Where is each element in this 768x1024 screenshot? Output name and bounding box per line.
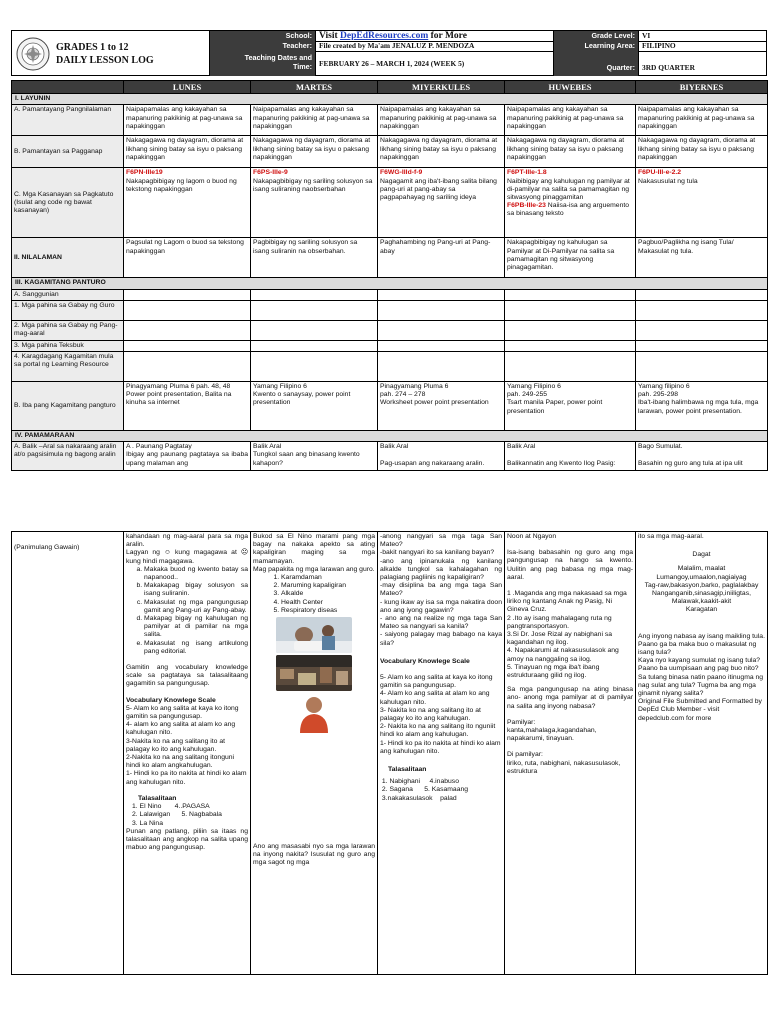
cell-martes — [251, 168, 378, 238]
competency-code: F6PU-III-e-2.2 — [638, 169, 682, 177]
school-label: School: — [210, 31, 315, 41]
row-pamantayang-pangnilalaman — [12, 105, 768, 136]
huwebes-question-text: Sa mga pangungusap na ating binasa ano- anong mga pamilyar at di pamilyar na salita ang inyong nabasa? — [507, 686, 633, 710]
cell-biyernes: Nakagagawa ng dayagram, diorama at likhang sining batay sa isyu o paksang napakinggan — [636, 136, 768, 168]
cell-miyerkules: Pinagyamang Pluma 6 pah. 274 – 278 Worksheet power point presentation — [378, 382, 505, 431]
cell-biyernes — [636, 532, 768, 975]
dates-label-line-1: Teaching Dates and — [244, 53, 312, 62]
cell-miyerkules — [378, 532, 505, 975]
cell-miyerkules — [378, 340, 505, 351]
cell-miyerkules: Paghahambing ng Pang-uri at Pang-abay — [378, 238, 505, 278]
row-nilalaman — [12, 238, 768, 278]
cell-miyerkules — [378, 320, 505, 340]
header-title — [56, 41, 154, 67]
header-grade-box — [554, 30, 767, 76]
header-school-box — [210, 30, 554, 76]
cell-martes — [251, 289, 378, 300]
list-item: a. Makaka buod ng kwento batay sa napanood.. — [144, 566, 248, 582]
cell-martes — [251, 300, 378, 320]
cell-huwebes — [505, 340, 636, 351]
corner-cell — [12, 81, 124, 94]
row-label: A. Pamantayang Pangnilalaman — [12, 105, 124, 136]
competency-code: F6PS-IIIe-9 — [253, 169, 288, 177]
poem-title: Dagat — [692, 551, 711, 559]
health-official-photo — [294, 693, 334, 733]
competency-code: F6PT-IIIe-1.8 — [507, 169, 547, 177]
section-title: IV. PAMAMARAAN — [12, 431, 768, 442]
competency-extra-text: Naiisa-isa ang arguemento sa binasang teksto — [507, 202, 630, 218]
list-item: 4. Health Center — [281, 599, 375, 607]
day-header-biyernes: BIYERNES — [636, 81, 768, 94]
row-label: (Panimulang Gawain) — [12, 532, 124, 975]
cell-miyerkules: Naipapamalas ang kakayahan sa mapanuring pakikinig at pag-unawa sa napakinggan — [378, 105, 505, 136]
cell-lunes — [124, 532, 251, 975]
row-label: II. NILALAMAN — [12, 238, 124, 278]
row-label: 3. Mga pahina Teksbuk — [12, 340, 124, 351]
vocab-scale-title: Vocabulary Knowlege Scale — [126, 696, 216, 704]
biyernes-intro: ito sa mga mag-aaral. — [638, 533, 704, 540]
cell-martes: Yamang Filipino 6 Kwento o sanaysay, power point presentation — [251, 382, 378, 431]
miyerkules-questions: -anong nangyari sa mga taga San Mateo? -bakit nangyari ito sa kanilang bayan? -ano ang ipinanukala ng kanilang alkalde tungkol sa kahalagahan ng palagiang pagliinis ng kapaligiran? -may disiplina ba ang mga taga San Mateo? - kung ikaw ay isa sa mga nakatira doon ano ang iyong gagawin? - ano ang na realize ng mga taga San Mateo sa nangyari sa kanila? - saiyong palagay mag babago na kaya sila? — [380, 533, 502, 647]
huwebes-instruction: Isa-isang babasahin ng guro ang mga pangungusap na hango sa kwento. Uulitin ang pag babasa ng mga mag-aaral. — [507, 549, 633, 581]
martes-question: Ano ang masasabi nyo sa mga larawan na inyong nakita? Isusulat ng guro ang mga sagot ng mga — [253, 843, 375, 867]
cell-biyernes — [636, 320, 768, 340]
list-item: 5. Respiratory diseas — [281, 607, 375, 615]
vocab-scale: 5- Alam ko ang salita at kaya ko itong gamitin sa pangungusap. 4- Alam ko ang salita at alam ko ang kahulugan nito. 3- Nakita ko na ang salitang ito at palagay ko ito ang kahulugan. 2- Nakita ko na ang salitang ito nguniit hindi ko alam ang kahulugan. 1- Hindi ko pa ito nakita at hindi ko alam ang kahulugan nito. — [380, 674, 501, 755]
cell-lunes — [124, 352, 251, 382]
row-label: B. Pamantayan sa Pagganap — [12, 136, 124, 168]
competency-code: F6WG-IIId-f-9 — [380, 169, 423, 177]
huwebes-pamilyar: Pamilyar: kanta,mahalaga,kagandahan, napakarumi, tinayuan. — [507, 718, 597, 743]
day-header-martes: MARTES — [251, 81, 378, 94]
dll-table-page-1 — [11, 80, 768, 471]
dll-table-page-2 — [11, 531, 768, 975]
cell-lunes: Pinagyamang Pluma 6 pah. 48, 48 Power point presentation, Balita na kinuha sa internet — [124, 382, 251, 431]
quarter-label: Quarter: — [554, 51, 638, 76]
title-line-1: GRADES 1 to 12 — [56, 42, 129, 53]
school-value — [315, 31, 553, 41]
row-sanggunian — [12, 289, 768, 300]
martes-instruction: Mag papakita ng mga larawan ang guro. — [253, 565, 375, 573]
cell-biyernes — [636, 300, 768, 320]
cell-biyernes: Yamang filipino 6 pah. 295-298 Iba't-ibang halimbawa ng mga tula, mga larawan, power point presentation. — [636, 382, 768, 431]
cell-lunes — [124, 340, 251, 351]
cell-huwebes: Naipapamalas ang kakayahan sa mapanuring pakikinig at pag-unawa sa napakinggan — [505, 105, 636, 136]
competency-text: Nakasusulat ng tula — [638, 177, 698, 185]
cell-martes: Nakagagawa ng dayagram, diorama at likhang sining batay sa isyu o paksang napakinggan — [251, 136, 378, 168]
header-title-box — [11, 30, 210, 76]
dll-header — [11, 30, 767, 76]
day-header-lunes: LUNES — [124, 81, 251, 94]
cell-martes — [251, 532, 378, 975]
competency-text: Nakapagbibigay ng sariling solusyon sa isang suliraning naobserbahan — [253, 177, 373, 193]
huwebes-di-pamilyar: Di pamilyar: liriko, ruta, nabighani, nakasusulasok, estruktura — [507, 751, 621, 775]
row-kasanayan-sa-pagkatuto — [12, 168, 768, 238]
poem-lines: Malalim, maalat Lumangoy,umaalon,nagiaiyag Tag-raw,bakasyon,barko, paglalakbay Nanganganib,sinasagip,iniiligtas, Malawak,kaakit-akit Karagatan — [644, 565, 759, 614]
row-gabay-ng-mag-aaral — [12, 320, 768, 340]
section-kagamitang-panturo — [12, 278, 768, 289]
school-link[interactable]: DepEdResources.com — [340, 31, 429, 41]
biyernes-questions: Ang inyong nabasa ay isang maikling tula. Paano ga ba maka buo o makasulat ng isang tula? Kaya nyo kayang sumulat ng isang tula? Paano ba uumpisaan ang pag buo nito? Sa tulang binasa natin paano itinugma ng nag sulat ang tula? Tugma ba ang mga ginamit niyang salita? Original File Submitted and Formatted by DepEd Club Member - visit depedclub.com for more — [638, 632, 765, 722]
lunes-intro: kahandaan ng mag-aaral para sa mga aralin. — [126, 533, 248, 549]
lunes-instruction: Lagyan ng ☺ kung magagawa at ☹ kung hindi magagawa. — [126, 549, 248, 565]
cell-huwebes — [505, 168, 636, 238]
vocab-scale: 5- Alam ko ang salita at kaya ko itong gamitin sa pangungusap. 4- alam ko ang salita at alam ko ang kahulugan nito. 3-Nakita ko na ang salitang ito at palagay ko ito ang kahulugan. 2-Nakita ko na ang salitang itonguni hindi ko alam angkahulugan. 1- Hindi ko pa ito nakita at hindi ko alam ang kahulugan nito. — [126, 704, 247, 786]
cell-huwebes — [505, 532, 636, 975]
list-item: c. Makasulat ng mga pangungusap gamit ang Pang-uri ay Pang-abay. — [144, 599, 248, 615]
day-header-miyerkules: MIYERKULES — [378, 81, 505, 94]
school-value-pre: Visit — [319, 31, 341, 41]
teacher-value: File created by Ma'am JENALUZ P. MENDOZA — [315, 41, 553, 51]
cell-biyernes — [636, 289, 768, 300]
cell-biyernes: Pagbuo/Paglikha ng isang Tula/ Makasulat ng tula. — [636, 238, 768, 278]
area-value: FILIPINO — [638, 41, 766, 51]
cell-miyerkules — [378, 168, 505, 238]
competency-extra — [507, 202, 633, 218]
competency-code: F6PN-IIIe19 — [126, 169, 163, 177]
row-label: 2. Mga pahina sa Gabay ng Pang-mag-aaral — [12, 320, 124, 340]
cell-lunes — [124, 168, 251, 238]
grade-value: VI — [638, 31, 766, 41]
dirty-surroundings-photo — [276, 655, 352, 691]
dates-label — [210, 51, 315, 76]
cell-huwebes — [505, 289, 636, 300]
section-title: I. LAYUNIN — [12, 94, 768, 105]
cell-martes: Balik Aral Tungkol saan ang binasang kwento kahapon? — [251, 442, 378, 471]
list-item: 1. Karamdaman — [281, 574, 375, 582]
competency-text: Naibibigay ang kahulugan ng pamilyar at di-pamilyar na salita sa pamamagitan ng sitwasyong pinaggamitan — [507, 177, 630, 202]
cell-lunes: Nakagagawa ng dayagram, diorama at likhang sining batay sa isyu o paksang napakinggan — [124, 136, 251, 168]
competency-extra-code: F6PB-IIIe-23 — [507, 202, 546, 210]
row-balik-aral — [12, 442, 768, 471]
cell-huwebes: Nakapagbibigay ng kahulugan sa Pamilyar at Di-Pamilyar na salita sa pamamagitan ng sitwasyong pinagagamitan. — [505, 238, 636, 278]
dates-label-line-2: Time: — [292, 62, 312, 71]
list-item: b. Makakapag bigay solusyon sa isang suliranin. — [144, 582, 248, 598]
talasalitaan-list: 1. El Nino 4..PAGASA 2. Lalawigan 5. Nagbabala 3. La Nina — [132, 803, 222, 827]
row-label: A. Balik –Aral sa nakaraang aralin at/o pagsisimula ng bagong aralin — [12, 442, 124, 471]
cell-miyerkules — [378, 289, 505, 300]
cell-miyerkules: Nakagagawa ng dayagram, diorama at likhang sining batay sa isyu o paksang napakinggan — [378, 136, 505, 168]
cell-miyerkules — [378, 352, 505, 382]
huwebes-sentences: 1 .Maganda ang mga nakasaad sa mga liriko ng kantang Anak ng Pasig, Ni Gineva Cruz. 2 .Ito ay isang mahalagang ruta ng pangtransportasyon. 3.Si Dr. Jose Rizal ay nabighani sa kagandahan ng ilog. 4. Napakarumi at nakasusulasok ang amoy na nanggaling sa ilog. 5. Tinayuan ng mga iba't ibang estrukturaang gilid ng ilog. — [507, 590, 627, 680]
dates-value: FEBRUARY 26 – MARCH 1, 2024 (WEEK 5) — [315, 51, 553, 76]
row-karagdagang-kagamitan — [12, 352, 768, 382]
huwebes-question — [507, 686, 633, 711]
cell-martes: Pagbibigay ng sariling solusyon sa isang suliranin na obserbahan. — [251, 238, 378, 278]
day-header-row — [12, 81, 768, 94]
cell-huwebes: Yamang Filipino 6 pah. 249-255 Tsart manila Paper, power point presentation — [505, 382, 636, 431]
cell-huwebes — [505, 352, 636, 382]
list-item: 3. Alkalde — [281, 590, 375, 598]
cell-lunes: Pagsulat ng Lagom o buod sa tekstong napakinggan — [124, 238, 251, 278]
section-pamamaraan — [12, 431, 768, 442]
cell-huwebes — [505, 320, 636, 340]
row-pamantayan-sa-pagganap — [12, 136, 768, 168]
cell-huwebes — [505, 300, 636, 320]
row-gabay-ng-guro — [12, 300, 768, 320]
row-label: 1. Mga pahina sa Gabay ng Guro — [12, 300, 124, 320]
cell-martes: Naipapamalas ang kakayahan sa mapanuring pakikinig at pag-unawa sa napakinggan — [251, 105, 378, 136]
row-panimulang-gawain — [12, 532, 768, 975]
cell-lunes — [124, 320, 251, 340]
grade-label: Grade Level: — [554, 31, 638, 41]
teacher-label: Teacher: — [210, 41, 315, 51]
lunes-checklist — [126, 566, 248, 656]
sick-child-photo — [276, 617, 352, 653]
row-label: A. Sanggunian — [12, 289, 124, 300]
title-line-2: DAILY LESSON LOG — [56, 55, 154, 66]
list-item: 2. Maruming kapaligiran — [281, 582, 375, 590]
cell-lunes — [124, 289, 251, 300]
talasalitaan-title: Talasalitaan — [138, 794, 177, 802]
cell-lunes: A . Paunang Pagtatay Ibigay ang paunang pagtataya sa ibaba upang malaman ang — [124, 442, 251, 471]
row-label: 4. Karagdagang Kagamitan mula sa portal ng Learning Resource — [12, 352, 124, 382]
cell-martes — [251, 320, 378, 340]
cell-biyernes — [636, 352, 768, 382]
area-label: Learning Area: — [554, 41, 638, 51]
row-iba-pang-kagamitan — [12, 382, 768, 431]
row-label: B. Iba pang Kagamitang pangturo — [12, 382, 124, 431]
cell-biyernes: Naipapamalas ang kakayahan sa mapanuring pakikinig at pag-unawa sa napakinggan — [636, 105, 768, 136]
martes-intro: Bukod sa El Nino marami pang mga bagay na nakaka apekto sa ating kapaligiran maging sa mga mamamayan. — [253, 533, 375, 565]
row-label: C. Mga Kasanayan sa Pagkatuto (Isulat ang code ng bawat kasanayan) — [12, 168, 124, 238]
deped-seal-icon — [16, 37, 50, 71]
cell-biyernes — [636, 340, 768, 351]
cell-huwebes: Balik Aral Balikannatin ang Kwento Ilog Pasig: — [505, 442, 636, 471]
lunes-instruction-2: Gamitin ang vocabulary knowledge scale sa pagtataya sa talasalitaang gagamitin sa pangungusap. — [126, 664, 248, 688]
competency-text: Nagagamit ang iba't-ibang salita bilang pang-uri at pang-abay sa pagpapahayag ng sariling ideya — [380, 177, 497, 202]
row-teksbuk — [12, 340, 768, 351]
talasalitaan-title: Talasalitaan — [388, 766, 427, 774]
cell-biyernes: Bago Sumulat. Basahin ng guro ang tula at ipa ulit — [636, 442, 768, 471]
quarter-value: 3RD QUARTER — [638, 51, 766, 76]
lunes-fill-blank: Punan ang patlang, piliin sa itaas ng talasalitaan ang angkop na salita upang mabuo ang pangungusap. — [126, 827, 248, 852]
huwebes-title: Noon at Ngayon — [507, 533, 557, 540]
cell-miyerkules — [378, 300, 505, 320]
list-item: e. Makasulat ng isang artikulong pang editorial. — [144, 640, 248, 656]
list-item: d. Makapag bigay ng kahulugan ng pamilyar at di pamilar na mga salita. — [144, 615, 248, 640]
cell-lunes: Naipapamalas ang kakayahan sa mapanuring pakikinig at pag-unawa sa napakinggan — [124, 105, 251, 136]
day-header-huwebes: HUWEBES — [505, 81, 636, 94]
cell-miyerkules: Balik Aral Pag-usapan ang nakaraang aralin. — [378, 442, 505, 471]
cell-huwebes: Nakagagawa ng dayagram, diorama at likhang sining batay sa isyu o paksang napakinggan — [505, 136, 636, 168]
vocab-scale-title: Vocabulary Knowlege Scale — [380, 657, 470, 665]
cell-martes — [251, 352, 378, 382]
school-value-post: for More — [428, 31, 467, 41]
cell-martes — [251, 340, 378, 351]
competency-text: Nakapagbibigay ng lagom o buod ng tekstong napakinggan — [126, 177, 237, 193]
martes-picture-list — [253, 574, 375, 615]
section-layunin — [12, 94, 768, 105]
section-title: III. KAGAMITANG PANTURO — [12, 278, 768, 289]
talasalitaan-list: 1. Nabighani 4.inabuso 2. Sagana 5. Kasamaang 3.nakakasulasok palad — [381, 778, 469, 802]
cell-lunes — [124, 300, 251, 320]
cell-biyernes — [636, 168, 768, 238]
